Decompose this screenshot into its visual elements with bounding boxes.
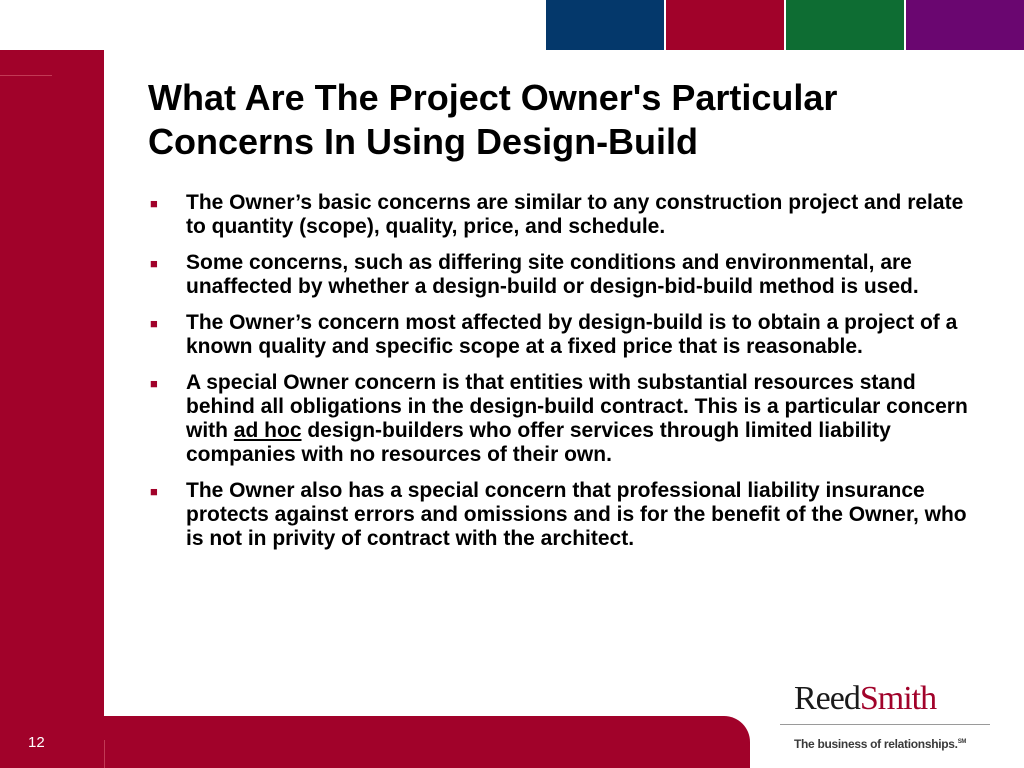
left-accent-band: [0, 50, 104, 768]
bullet-text: The Owner also has a special concern that professional liability insurance protects against errors and omissions and is for the benefit of the Owner, who is not in privity of contract with the architect.: [186, 479, 967, 550]
reed-smith-logo: [780, 680, 990, 751]
logo-tagline-text: The business of relationships.: [794, 737, 958, 751]
left-band-divider: [0, 75, 52, 76]
slide-title: What Are The Project Owner's Particular Concerns In Using Design-Build: [148, 77, 838, 162]
bullet-text-part: design-builders who offer services through limited liability companies with no resources of their own.: [186, 419, 891, 466]
bullet-item: [148, 479, 978, 551]
logo-tagline: [780, 737, 990, 751]
page-number: 12: [28, 734, 45, 751]
bullet-list: [148, 191, 978, 563]
bullet-square-icon: ■: [150, 196, 158, 211]
bullet-square-icon: ■: [150, 256, 158, 271]
bullet-item: [148, 311, 978, 359]
top-color-swatches: [546, 0, 1024, 50]
bullet-text-part: A special Owner concern is that entities with substantial resources stand behind all obligations in the design-build contract. This is a particular concern with: [186, 371, 968, 442]
bullet-square-icon: ■: [150, 376, 158, 391]
swatch-green: [786, 0, 906, 50]
swatch-purple: [906, 0, 1024, 50]
bullet-item: [148, 191, 978, 239]
swatch-maroon: [666, 0, 786, 50]
bottom-accent-band: [0, 716, 750, 768]
bullet-item: [148, 251, 978, 299]
logo-wordmark: [780, 680, 990, 718]
bullet-text: The Owner’s concern most affected by design-build is to obtain a project of a known quality and specific scope at a fixed price that is reasonable.: [186, 311, 958, 358]
underlined-term: ad hoc: [233, 419, 302, 442]
bullet-square-icon: ■: [150, 316, 158, 331]
logo-smith: Smith: [859, 680, 937, 717]
bullet-text: Some concerns, such as differing site conditions and environmental, are unaffected by whether a design-build or design-bid-build method is used.: [186, 251, 919, 298]
bottom-band-divider: [104, 740, 105, 768]
logo-reed: Reed: [794, 680, 860, 717]
logo-divider: [780, 724, 990, 725]
logo-service-mark: SM: [957, 739, 967, 745]
bullet-item: [148, 371, 978, 467]
bullet-text: [186, 371, 968, 466]
bullet-text: The Owner’s basic concerns are similar to any construction project and relate to quantity (scope), quality, price, and schedule.: [186, 191, 964, 238]
bullet-square-icon: ■: [150, 484, 158, 499]
swatch-blue: [546, 0, 666, 50]
